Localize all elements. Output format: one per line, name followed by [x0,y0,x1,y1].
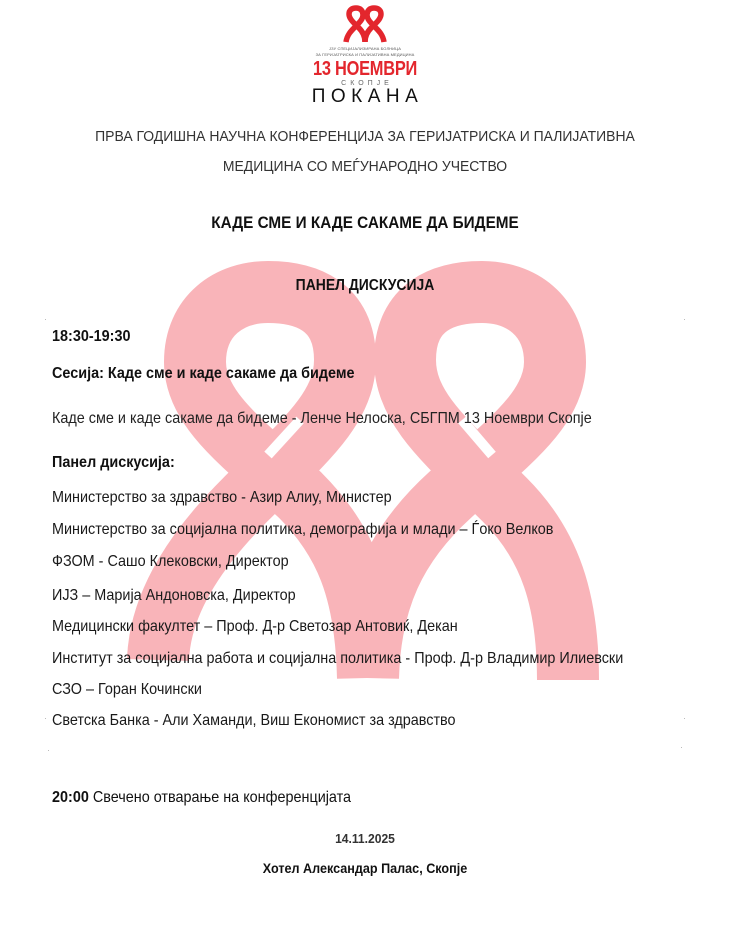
session-talk: Каде сме и каде сакаме да бидеме - Ленче Нелоска, СБГПМ 13 Ноември Скопје [52,410,592,427]
panelist-item: Министерство за здравство - Азир Алиу, Министер [52,489,392,506]
event-date: 14.11.2025 [335,831,395,846]
logo-subtitle-line-2: ЗА ГЕРИЈАТРИСКА И ПАЛИЈАТИВНА МЕДИЦИНА [315,52,415,57]
opening-ceremony [52,788,351,807]
main-title: КАДЕ СМЕ И КАДЕ САКАМЕ ДА БИДЕМЕ [211,213,519,232]
border-artifact [684,319,685,320]
opening-time: 20:00 [52,789,89,806]
opening-text: Свечено отварање на конференцијата [88,789,352,806]
border-artifact [684,718,685,719]
panelist-item: Министерство за социјална политика, демографија и млади – Ѓоко Велков [52,521,554,538]
logo-subtitle-line-1: ЈЗУ СПЕЦИЈАЛИЗИРАНА БОЛНИЦА [329,46,401,51]
panel-label: Панел дискусија: [52,454,175,471]
time-slot: 18:30-19:30 [52,328,131,345]
panelist-item: Медицински факултет – Проф. Д-р Светозар Антовиќ, Декан [52,618,458,635]
border-artifact [48,750,49,751]
border-artifact [45,319,46,320]
event-venue: Хотел Александар Палас, Скопје [262,860,468,876]
panelist-item: ФЗОМ - Сашо Клековски, Директор [52,553,289,570]
conference-name-line-1: ПРВА ГОДИШНА НАУЧНА КОНФЕРЕНЦИЈА ЗА ГЕРИЈАТРИСКА И ПАЛИЈАТИВНА [95,128,635,145]
logo-brand-name: 13 НОЕМВРИ [312,58,418,80]
panel-title: ПАНЕЛ ДИСКУСИЈА [295,277,435,294]
logo-city: СКОПЈЕ [341,80,393,87]
ribbon-logo-icon [341,4,389,44]
conference-name-line-2: МЕДИЦИНА СО МЕЃУНАРОДНО УЧЕСТВО [222,158,508,175]
panelist-item: СЗО – Горан Кочински [52,681,202,698]
panelist-item: Светска Банка - Али Хаманди, Виш Економист за здравство [52,712,456,729]
panelist-item: Институт за социјална работа и социјална политика - Проф. Д-р Владимир Илиевски [52,650,624,667]
session-title: Сесија: Каде сме и каде сакаме да бидеме [52,365,355,382]
border-artifact [45,718,46,719]
border-artifact [681,747,682,748]
invitation-title: ПОКАНА [311,86,424,107]
panelist-item: ИЈЗ – Марија Андоновска, Директор [52,587,296,604]
